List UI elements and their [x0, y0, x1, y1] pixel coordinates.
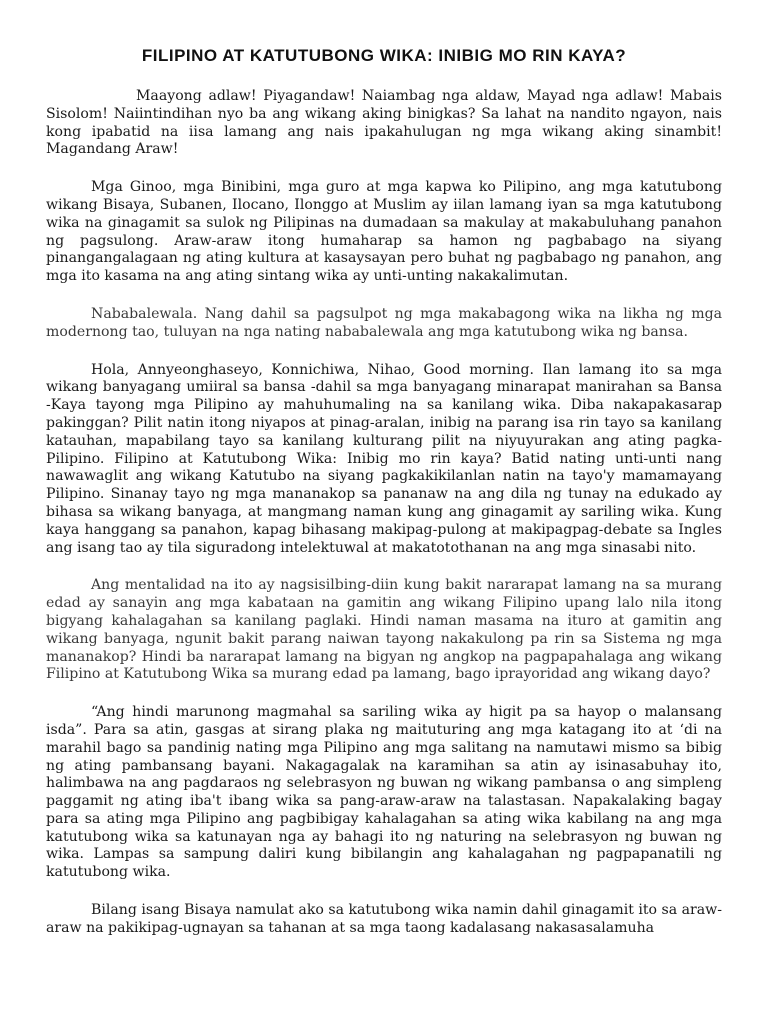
paragraph-text: Nababalewala. Nang dahil sa pagsulpot ng mga makabagong wika na likha ng mga modernong tao, tuluyan na nga nating nababalewala ang mga katutubong wika ng bansa.	[46, 305, 722, 340]
paragraph-greeting	[46, 88, 722, 159]
paragraph-text: Maayong adlaw! Piyagandaw! Naiambag nga aldaw, Mayad nga adlaw! Mabais Sisolom! Naiintindihan nyo ba ang wikang aking binigkas? Sa lahat na nandito ngayon, nais kong ipabatid na iisa lamang ang nais ipakahulugan ng mga wikang aking sinambit! Magandang Araw!	[46, 88, 722, 158]
paragraph-neglected	[46, 306, 722, 342]
paragraph-text: Bilang isang Bisaya namulat ako sa katutubong wika namin dahil ginagamit ito sa araw-araw na pakikipag-ugnayan sa tahanan at sa mga taong kadalasang nakasasalamuha	[46, 902, 722, 936]
paragraph-native-languages	[46, 179, 722, 286]
paragraph-bisaya	[46, 902, 722, 938]
paragraph-text: “Ang hindi marunong magmahal sa sariling wika ay higit pa sa hayop o malansang isda”. Para sa atin, gasgas at sirang plaka ng maituturing ang mga katagang ito at ‘di na marahil bago sa pandinig nating mga Pilipino ang mga salitang na namutawi mismo sa bibig ng ating pambansang bayani. Nakagagalak na karamihan sa atin ay isinasabuhay ito, halimbawa na ang pagdaraos ng selebrasyon ng buwan ng wikang pambansa o ang simpleng paggamit ng ating iba't ibang wika sa pang-araw-araw na talastasan. Napakalaking bagay para sa ating mga Pilipino ang pagbibigay kahalagahan sa ating wika kabilang na ang mga katutubong wika sa katunayan nga ay bahagi ito ng naturing na selebrasyon ng buwan ng wika. Lampas sa sampung daliri kung bibilangin ang kahalagahan ng pagpapanatili ng katutubong wika.	[46, 704, 722, 881]
paragraph-quote	[46, 704, 722, 882]
paragraph-mentality	[46, 577, 722, 684]
paragraph-text: Ang mentalidad na ito ay nagsisilbing-diin kung bakit nararapat lamang na sa murang edad ay sanayin ang mga kabataan na gamitin ang wikang Filipino upang lalo nila itong bigyang kahalagahan sa kanilang paglaki. Hindi naman masama na ituro at gamitin ang wikang banyaga, ngunit bakit parang naiwan tayong nakakulong pa rin sa Sistema ng mga mananakop? Hindi ba nararapat lamang na bigyan ng angkop na pagpapahalaga ang wikang Filipino at Katutubong Wika sa murang edad pa lamang, bago iprayoridad ang wikang dayo?	[46, 577, 722, 683]
document-title: FILIPINO AT KATUTUBONG WIKA: INIBIG MO RIN KAYA?	[141, 46, 627, 65]
paragraph-text: Mga Ginoo, mga Binibini, mga guro at mga kapwa ko Pilipino, ang mga katutubong wikang Bisaya, Subanen, Ilocano, Ilonggo at Muslim ay iilan lamang iyan sa mga katutubong wika na ginagamit sa sulok ng Pilipinas na dumadaan sa makulay at makabuluhang panahon ng pagsulong. Araw-araw itong humaharap sa hamon ng pagbabago na siyang pinangangalagaan ng ating kultura at kasaysayan pero buhat ng pagbabago ng panahon, ang mga ito kasama na ang ating sintang wika ay unti-unting nakakalimutan.	[46, 179, 722, 285]
paragraph-text: Hola, Annyeonghaseyo, Konnichiwa, Nihao, Good morning. Ilan lamang ito sa mga wikang banyagang umiiral sa bansa -dahil sa mga banyagang minarapat manirahan sa Bansa -Kaya tayong mga Pilipino ay mahuhumaling na sa kanilang wika. Diba nakapakasarap pakinggan? Pilit natin itong niyapos at pinag-aralan, inibig na parang isa rin tayo sa kanilang katauhan, mapabilang tayo sa kanilang kulturang pilit na niyuyurakan ang ating pagka-Pilipino. Filipino at Katutubong Wika: Inibig mo rin kaya? Batid nating unti-unti nang nawawaglit ang wikang Katutubo na siyang pagkakikilanlan natin na tayo'y mamamayang Pilipino. Sinanay tayo ng mga mananakop sa pananaw na ang dila ng tunay na edukado ay bihasa sa wikang banyaga, at mangmang naman kung ang ginagamit ay sariling wika. Kung kaya hanggang sa panahon, kapag bihasang makipag-pulong at makipagpag-debate sa Ingles ang isang tao ay tila siguradong intelektuwal at makatotothanan na ang mga sinasabi nito.	[46, 361, 722, 556]
paragraph-foreign-languages	[46, 362, 722, 558]
